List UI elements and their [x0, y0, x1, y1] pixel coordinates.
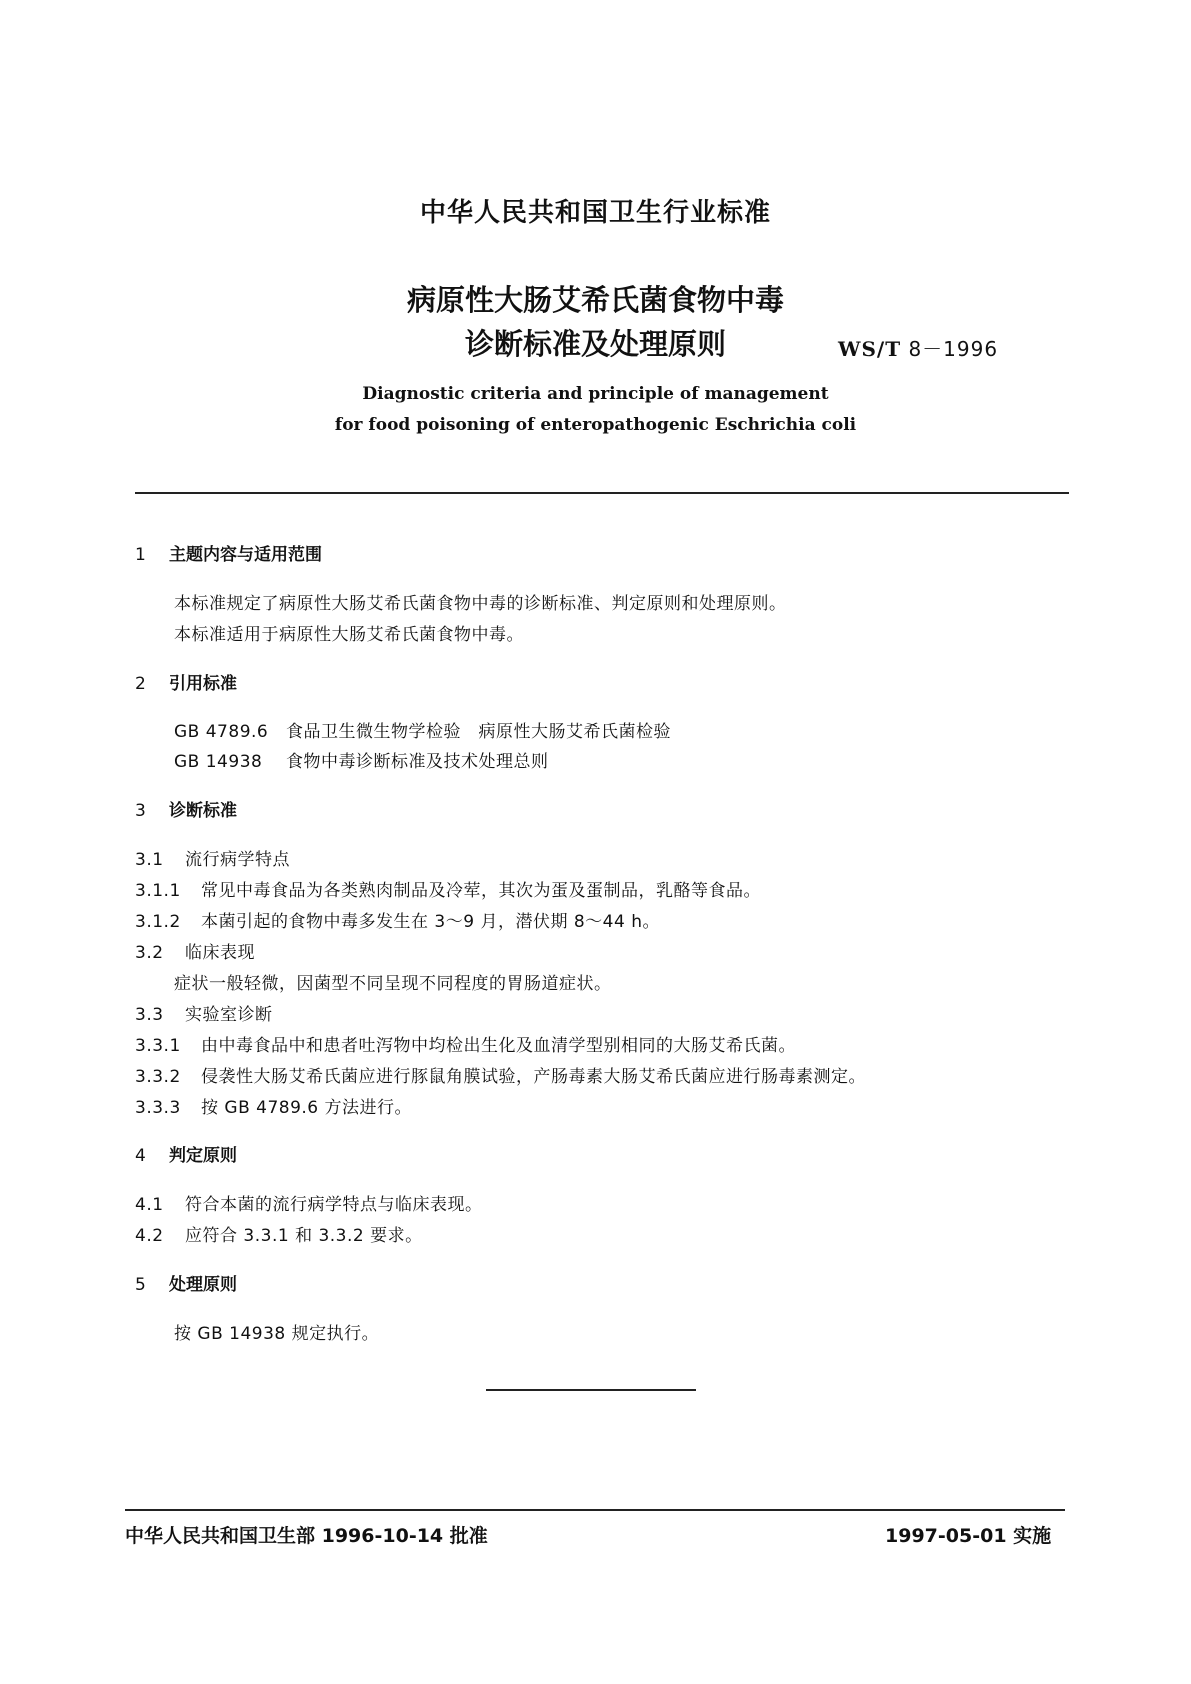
section-title: 引用标准	[169, 674, 237, 694]
clause-3-1-2	[135, 907, 660, 932]
end-divider	[486, 1389, 696, 1391]
clause-3-2	[135, 938, 255, 963]
section-title: 判定原则	[169, 1146, 237, 1166]
section-5-heading	[135, 1270, 237, 1295]
clause-text: 侵袭性大肠艾希氏菌应进行豚鼠角膜试验，产肠毒素大肠艾希氏菌应进行肠毒素测定。	[201, 1067, 866, 1087]
implementation-date: 1997-05-01 实施	[885, 1525, 1052, 1547]
clause-text: 常见中毒食品为各类熟肉制品及冷荤，其次为蛋及蛋制品，乳酪等食品。	[201, 881, 761, 901]
clause-text: 流行病学特点	[185, 850, 290, 870]
clause-text: 由中毒食品中和患者吐泻物中均检出生化及血清学型别相同的大肠艾希氏菌。	[201, 1036, 796, 1056]
standard-prefix: WS/T	[838, 337, 902, 361]
ministry-header: 中华人民共和国卫生行业标准	[419, 198, 771, 228]
section-number: 4	[135, 1146, 146, 1166]
title-line-1: 病原性大肠艾希氏菌食物中毒	[406, 283, 784, 317]
clause-text: 应符合 3.3.1 和 3.3.2 要求。	[185, 1226, 423, 1246]
approval-date: 中华人民共和国卫生部 1996-10-14 批准	[125, 1525, 488, 1547]
clause-3-3	[135, 1000, 273, 1025]
clause-3-1	[135, 845, 290, 870]
header-divider	[135, 492, 1069, 494]
section-number: 5	[135, 1275, 146, 1295]
clause-number: 3.3	[135, 1005, 164, 1025]
reference-code: GB 4789.6	[174, 722, 269, 742]
title-line-2: 诊断标准及处理原则	[464, 327, 726, 361]
clause-number: 3.3.2	[135, 1067, 181, 1087]
section-4-heading	[135, 1141, 237, 1166]
clause-4-2	[135, 1221, 423, 1246]
english-title-line-1: Diagnostic criteria and principle of management	[362, 384, 829, 404]
clause-3-3-1	[135, 1031, 796, 1056]
reference-code: GB 14938	[174, 752, 263, 772]
clause-number: 3.1.1	[135, 881, 181, 901]
clause-number: 3.2	[135, 943, 164, 963]
clause-3-1-1	[135, 876, 761, 901]
section-title: 诊断标准	[169, 801, 237, 821]
clause-text: 按 GB 4789.6 方法进行。	[201, 1098, 413, 1118]
clause-text: 实验室诊断	[185, 1005, 273, 1025]
english-title-line-2: for food poisoning of enteropathogenic Eschrichia coli	[334, 415, 857, 435]
standard-number-value: 8－1996	[908, 337, 999, 361]
clause-3-2-body: 症状一般轻微，因菌型不同呈现不同程度的胃肠道症状。	[174, 974, 612, 994]
clause-text: 本菌引起的食物中毒多发生在 3～9 月，潜伏期 8～44 h。	[201, 912, 660, 932]
clause-number: 4.2	[135, 1226, 164, 1246]
clause-text: 符合本菌的流行病学特点与临床表现。	[185, 1195, 483, 1215]
clause-3-3-2	[135, 1062, 866, 1087]
section-1-paragraph-1: 本标准规定了病原性大肠艾希氏菌食物中毒的诊断标准、判定原则和处理原则。	[174, 594, 787, 614]
section-5-paragraph-1: 按 GB 14938 规定执行。	[174, 1324, 380, 1344]
clause-text: 临床表现	[185, 943, 255, 963]
reference-title: 食品卫生微生物学检验 病原性大肠艾希氏菌检验	[286, 722, 671, 742]
section-number: 2	[135, 674, 146, 694]
section-2-heading	[135, 669, 237, 694]
section-1-paragraph-2: 本标准适用于病原性大肠艾希氏菌食物中毒。	[174, 625, 524, 645]
section-number: 3	[135, 801, 146, 821]
section-title: 主题内容与适用范围	[169, 545, 322, 565]
clause-4-1	[135, 1190, 483, 1215]
section-3-heading	[135, 796, 237, 821]
section-number: 1	[135, 545, 146, 565]
section-1-heading	[135, 540, 322, 565]
reference-2	[174, 747, 549, 772]
section-title: 处理原则	[169, 1275, 237, 1295]
clause-3-3-3	[135, 1093, 412, 1118]
standard-number	[838, 333, 998, 362]
clause-number: 3.1	[135, 850, 164, 870]
clause-number: 3.3.1	[135, 1036, 181, 1056]
clause-number: 3.1.2	[135, 912, 181, 932]
footer-divider	[125, 1509, 1065, 1511]
reference-title: 食物中毒诊断标准及技术处理总则	[286, 752, 549, 772]
clause-number: 3.3.3	[135, 1098, 181, 1118]
reference-1	[174, 717, 671, 742]
clause-number: 4.1	[135, 1195, 164, 1215]
